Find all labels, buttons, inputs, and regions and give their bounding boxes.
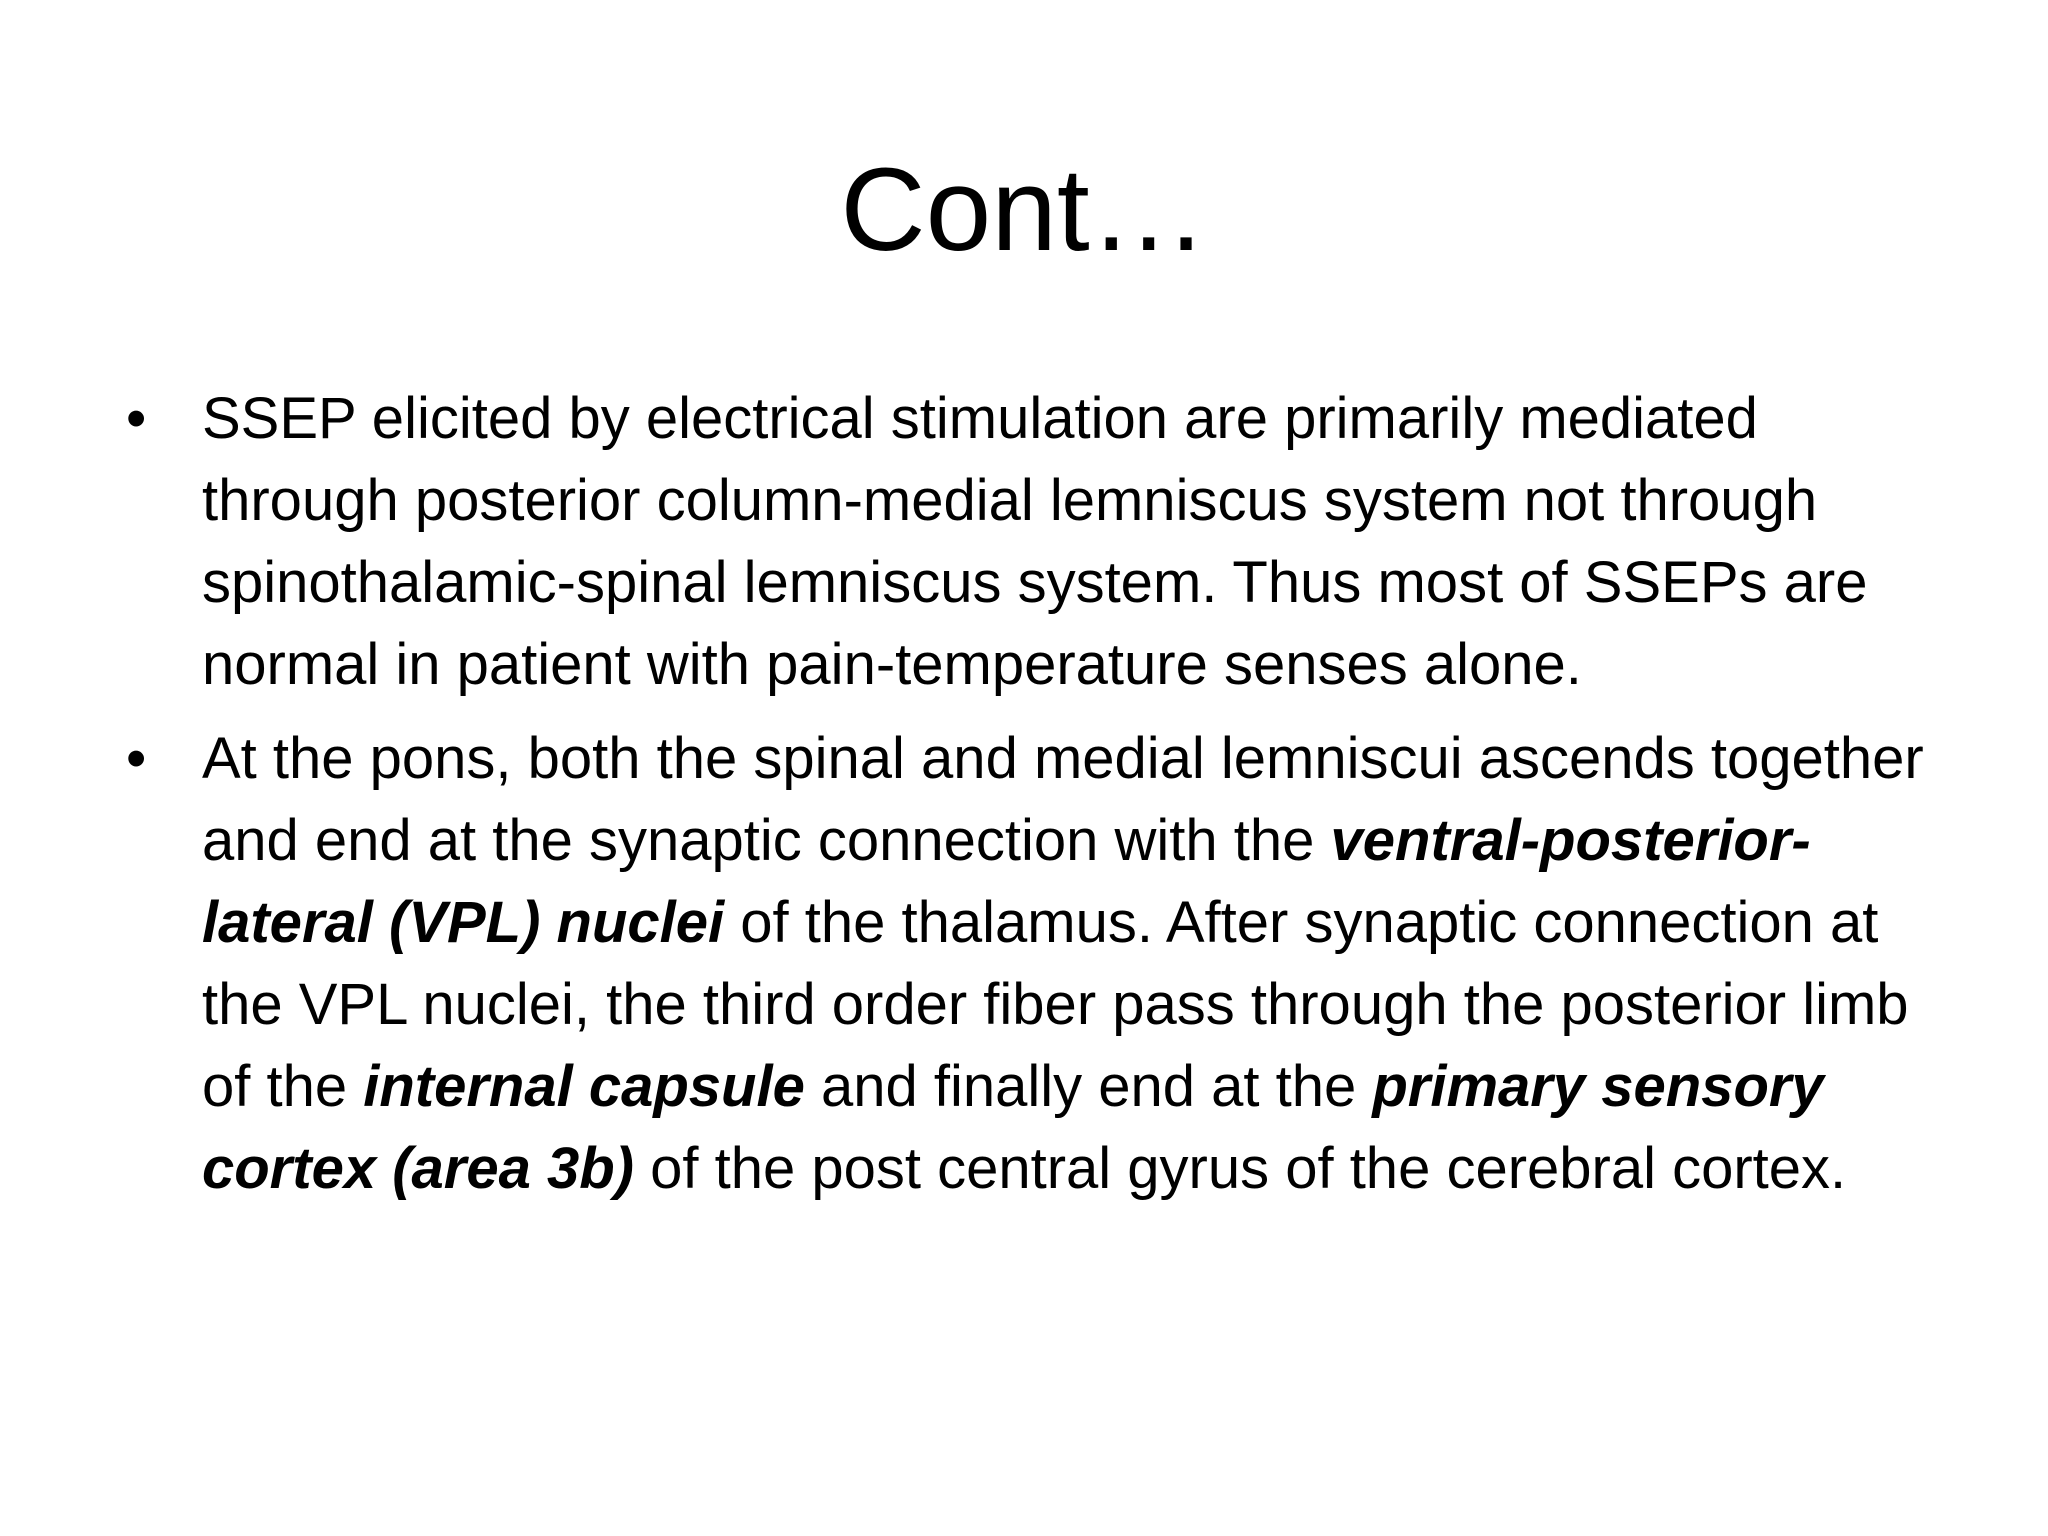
emphasis-primary-sensory-cortex: primary sensory cortex (area 3b) [202,1054,1824,1201]
bullet-text-segment: of the post central gyrus of the cerebral cortex. [633,1136,1847,1201]
bullet-text-segment: of the thalamus. After synaptic connection at the VPL nuclei, the third order fiber pass through the posterior limb of the [202,890,1909,1119]
bullet-dot-icon: • [126,386,147,451]
bullet-text: SSEP elicited by electrical stimulation are primarily mediated through posterior column-medial lemniscus system not through spinothalamic-spinal lemniscus system. Thus most of SSEPs are normal in patient with pain-temperature senses alone. [202,386,1868,697]
bullet-list [120,378,1960,1222]
bullet-dot-icon: • [126,726,147,791]
bullet-item-2 [120,718,1960,1210]
bullet-item-1 [120,378,1960,706]
slide-title: Cont… [840,144,1208,276]
bullet-text-segment: and finally end at the [804,1054,1373,1119]
emphasis-internal-capsule: internal capsule [363,1054,805,1119]
bullet-text-segment: At the pons, both the spinal and medial lemniscui ascends together and end at the synaptic connection with the [202,726,1924,873]
emphasis-vpl-nuclei: ventral-posterior-lateral (VPL) nuclei [202,808,1811,955]
